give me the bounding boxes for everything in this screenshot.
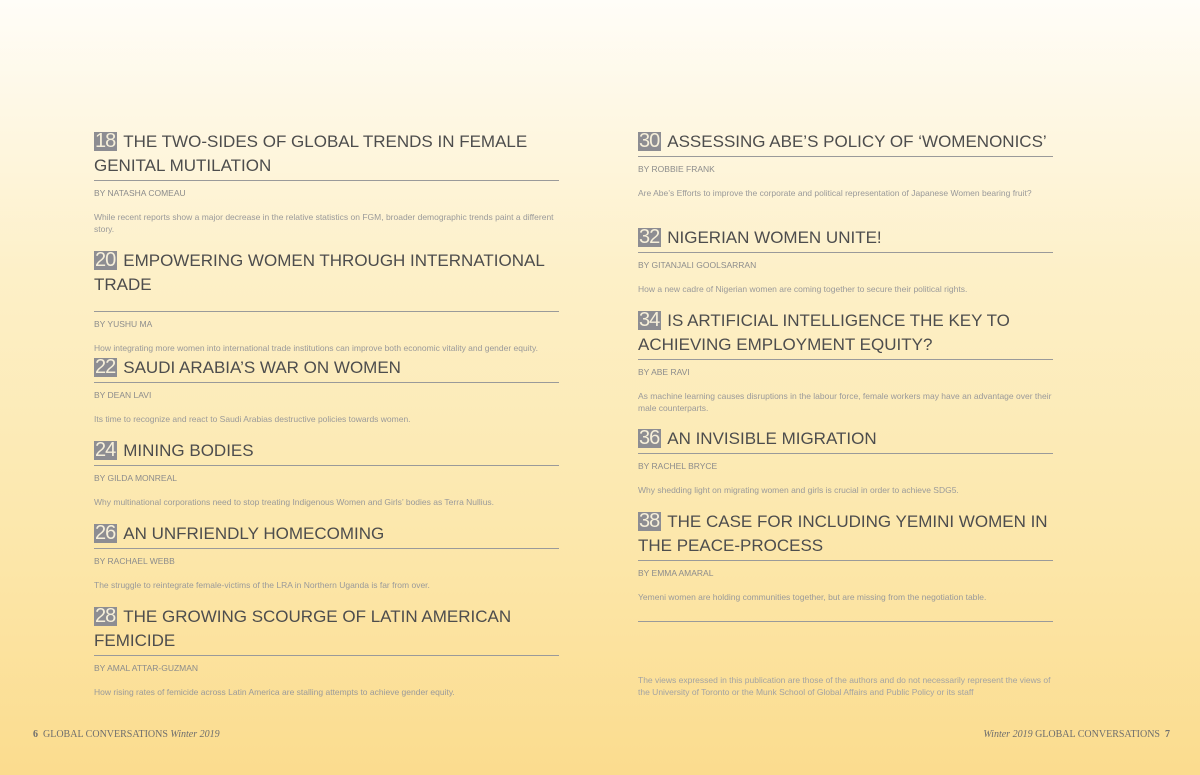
article-blurb: While recent reports show a major decrease in the relative statistics on FGM, broader demographic trends paint a different story. [94,212,554,234]
article-byline: BY ABE RAVI [638,367,690,377]
article-byline: BY ROBBIE FRANK [638,164,715,174]
article-byline: BY RACHEL BRYCE [638,461,718,471]
article-byline: BY GITANJALI GOOLSARRAN [638,260,757,270]
article-byline: BY DEAN LAVI [94,390,152,400]
article-blurb: Yemeni women are holding communities together, but are missing from the negotiation table. [638,592,987,602]
article-title-text: THE CASE FOR INCLUDING YEMINI WOMEN IN THE PEACE-PROCESS [638,512,1048,555]
article-title[interactable] [638,130,1053,157]
page-number: 24 [95,439,116,461]
page-number: 30 [639,130,660,152]
article-title[interactable] [94,522,559,549]
footer-page-number: 7 [1165,729,1170,740]
page-number: 32 [639,226,660,248]
toc-entry[interactable] [94,356,559,426]
divider [638,621,1053,622]
footer-publication: GLOBAL CONVERSATIONS [43,729,168,740]
article-title[interactable] [638,510,1053,561]
footer-left [33,729,220,740]
page-number: 28 [95,605,116,627]
article-blurb: Are Abe’s Efforts to improve the corporate and political representation of Japanese Women bearing fruit? [638,188,1032,198]
toc-entry[interactable] [94,249,559,355]
toc-entry[interactable] [94,439,559,509]
article-title[interactable] [638,226,1053,253]
article-title-text: NIGERIAN WOMEN UNITE! [667,228,882,247]
article-blurb: How a new cadre of Nigerian women are coming together to secure their political rights. [638,284,968,294]
article-title[interactable] [94,356,559,383]
article-title-text: THE TWO-SIDES OF GLOBAL TRENDS IN FEMALE GENITAL MUTILATION [94,132,528,175]
toc-entry[interactable] [638,510,1053,604]
page-number: 26 [95,522,116,544]
article-title[interactable] [638,309,1053,360]
article-blurb: Why multinational corporations need to stop treating Indigenous Women and Girls’ bodies as Terra Nullius. [94,497,495,507]
article-blurb: How integrating more women into international trade institutions can improve both economic vitality and gender equity. [94,343,538,353]
page-number: 18 [95,130,116,152]
article-title[interactable] [94,605,559,656]
toc-entry[interactable] [94,522,559,592]
article-title[interactable] [94,439,559,466]
article-title[interactable] [94,249,559,312]
article-byline: BY EMMA AMARAL [638,568,714,578]
article-title[interactable] [94,130,559,181]
article-title-text: AN UNFRIENDLY HOMECOMING [123,524,385,543]
footer-right [983,729,1170,740]
article-blurb: How rising rates of femicide across Latin America are stalling attempts to achieve gender equity. [94,687,455,697]
article-title-text: THE GROWING SCOURGE OF LATIN AMERICAN FEMICIDE [94,607,512,650]
footer-page-number: 6 [33,729,38,740]
article-title-text: SAUDI ARABIA’S WAR ON WOMEN [123,358,401,377]
footer-publication: GLOBAL CONVERSATIONS [1035,729,1160,740]
article-byline: BY YUSHU MA [94,319,153,329]
article-blurb: As machine learning causes disruptions in the labour force, female workers may have an advantage over their male counterparts. [638,391,1052,413]
footer-issue: Winter 2019 [170,729,220,740]
article-byline: BY NATASHA COMEAU [94,188,186,198]
article-byline: BY AMAL ATTAR-GUZMAN [94,663,199,673]
article-title-text: IS ARTIFICIAL INTELLIGENCE THE KEY TO ACHIEVING EMPLOYMENT EQUITY? [638,311,1010,354]
article-blurb: Its time to recognize and react to Saudi Arabias destructive policies towards women. [94,414,411,424]
article-byline: BY GILDA MONREAL [94,473,177,483]
article-byline: BY RACHAEL WEBB [94,556,175,566]
toc-entry[interactable] [638,130,1053,200]
disclaimer: The views expressed in this publication are those of the authors and do not necessarily represent the views of the University of Toronto or the Munk School of Global Affairs and Public Policy or its staff [638,675,1051,697]
article-title-text: MINING BODIES [123,441,254,460]
page-number: 22 [95,356,116,378]
toc-entry[interactable] [94,130,559,235]
article-blurb: Why shedding light on migrating women and girls is crucial in order to achieve SDG5. [638,485,959,495]
article-blurb: The struggle to reintegrate female-victims of the LRA in Northern Uganda is far from over. [94,580,430,590]
article-title-text: AN INVISIBLE MIGRATION [667,429,877,448]
article-title[interactable] [638,427,1053,454]
page-number: 38 [639,510,660,532]
article-title-text: ASSESSING ABE’S POLICY OF ‘WOMENONICS’ [667,132,1047,151]
page-number: 20 [95,249,116,271]
toc-entry[interactable] [638,427,1053,497]
page-number: 36 [639,427,660,449]
footer-issue: Winter 2019 [983,729,1033,740]
toc-entry[interactable] [638,309,1053,414]
page-number: 34 [639,309,660,331]
toc-entry[interactable] [94,605,559,699]
article-title-text: EMPOWERING WOMEN THROUGH INTERNATIONAL TRADE [94,251,545,294]
toc-entry[interactable] [638,226,1053,296]
